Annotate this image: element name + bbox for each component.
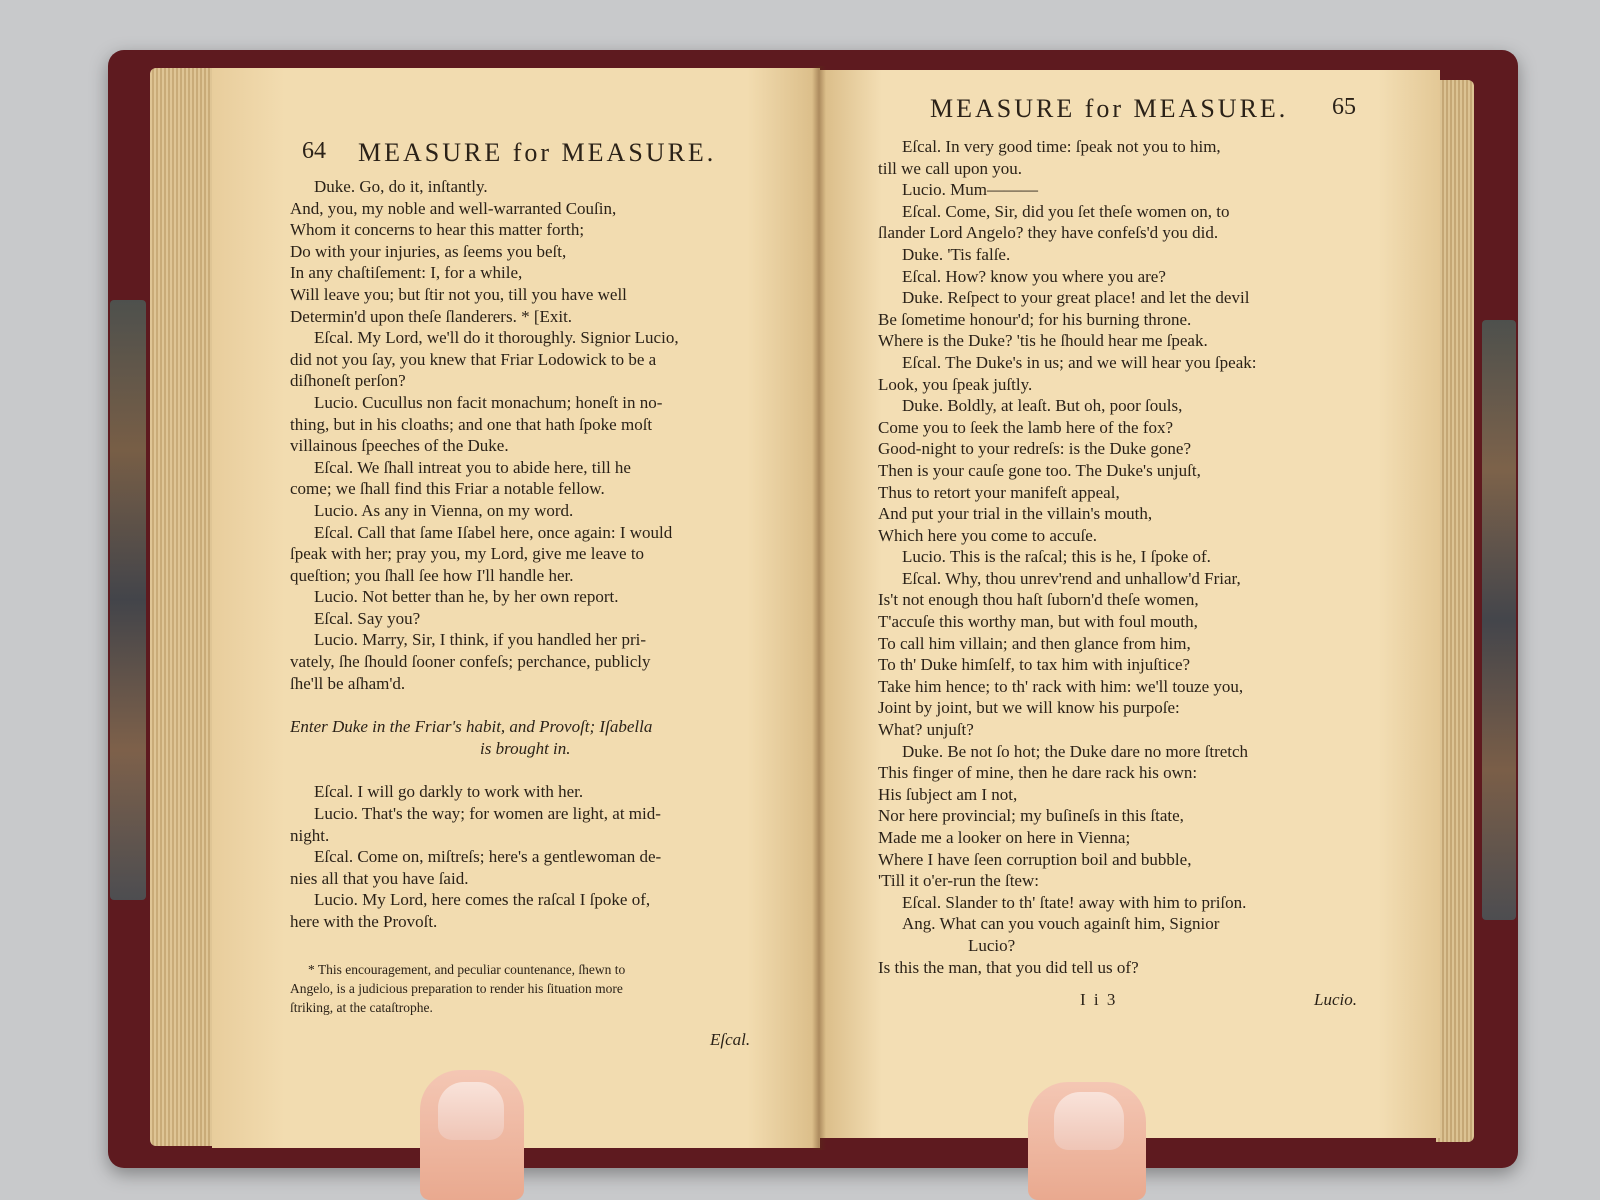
- text-line: Where is the Duke? 'tis he ſhould hear me ſpeak.: [878, 331, 1208, 351]
- text-line: Lucio?: [968, 935, 1016, 955]
- text-line: night.: [290, 825, 330, 845]
- text-line: To th' Duke himſelf, to tax him with injuſtice?: [878, 655, 1191, 675]
- text-line: Ang. What can you vouch againſt him, Signior: [902, 914, 1220, 934]
- running-head: MEASURE for MEASURE.: [930, 94, 1289, 123]
- text-line: Will leave you; but ſtir not you, till you have well: [290, 284, 627, 304]
- text-line: Lucio. That's the way; for women are light, at mid-: [314, 804, 661, 824]
- text-line: And put your trial in the villain's mouth,: [878, 504, 1153, 524]
- text-line: Good-night to your redreſs: is the Duke gone?: [878, 439, 1192, 459]
- text-line: ſpeak with her; pray you, my Lord, give me leave to: [290, 544, 645, 564]
- text-line: Made me a looker on here in Vienna;: [878, 828, 1131, 847]
- text-line: Lucio. Cucullus non facit monachum; honeſt in no-: [314, 392, 663, 412]
- text-line: Come you to ſeek the lamb here of the fox?: [878, 417, 1174, 437]
- text-line: Is this the man, that you did tell us of?: [878, 957, 1139, 977]
- footnote-line: * This encouragement, and peculiar countenance, ſhewn to: [308, 962, 626, 977]
- text-line: Eſcal. I will go darkly to work with her.: [314, 782, 584, 802]
- text-line: Determin'd upon theſe ſlanderers. * [Exit.: [290, 306, 573, 326]
- text-line: Eſcal. How? know you where you are?: [902, 266, 1166, 286]
- text-line: Duke. Boldly, at leaſt. But oh, poor ſouls,: [902, 396, 1183, 416]
- text-line: T'accuſe this worthy man, but with foul mouth,: [878, 612, 1198, 632]
- catchword: Lucio.: [1314, 990, 1357, 1009]
- text-line: Eſcal. We ſhall intreat you to abide here, till he: [314, 457, 631, 477]
- running-head: MEASURE for MEASURE.: [358, 138, 717, 167]
- text-line: What? unjuſt?: [878, 720, 974, 740]
- stage-direction: Enter Duke in the Friar's habit, and Provoſt; Iſabella: [290, 717, 653, 737]
- text-line: Joint by joint, but we will know his purpoſe:: [878, 698, 1180, 718]
- text-line: Eſcal. Slander to th' ſtate! away with him to priſon.: [902, 892, 1247, 912]
- text-line: Duke. Reſpect to your great place! and let the devil: [902, 288, 1250, 308]
- text-line: This finger of mine, then he dare rack his own:: [878, 763, 1198, 783]
- right-thumbnail: [1054, 1092, 1124, 1150]
- text-line: Thus to retort your manifeſt appeal,: [878, 482, 1120, 502]
- text-line: 'Till it o'er-run the ſtew:: [878, 871, 1039, 891]
- text-line: ſhe'll be aſham'd.: [290, 673, 406, 693]
- marbled-board-left: [110, 300, 146, 900]
- text-line: In any chaſtiſement: I, for a while,: [290, 263, 523, 283]
- book-gutter: [812, 66, 826, 1150]
- text-line: Do with your injuries, as ſeems you beſt,: [290, 241, 567, 261]
- left-thumbnail: [438, 1082, 504, 1140]
- page-number: 65: [1332, 94, 1356, 120]
- text-line: here with the Provoſt.: [290, 912, 438, 931]
- text-line: Eſcal. Say you?: [314, 608, 421, 628]
- text-line: Lucio. My Lord, here comes the raſcal I ſpoke of,: [314, 890, 651, 910]
- text-line: Is't not enough thou haſt ſuborn'd theſe women,: [878, 590, 1199, 610]
- text-line: Whom it concerns to hear this matter forth;: [290, 220, 585, 240]
- signature-mark: I i 3: [1080, 990, 1118, 1009]
- text-line: Duke. Go, do it, inſtantly.: [314, 177, 488, 196]
- text-line: Eſcal. Come, Sir, did you ſet theſe women on, to: [902, 201, 1230, 221]
- text-line: Eſcal. The Duke's in us; and we will hear you ſpeak:: [902, 352, 1257, 372]
- text-line: Then is your cauſe gone too. The Duke's unjuſt,: [878, 460, 1201, 480]
- page-block-right: [1436, 80, 1474, 1142]
- text-line: come; we ſhall find this Friar a notable fellow.: [290, 479, 605, 499]
- text-line: Lucio. Mum———: [902, 180, 1038, 200]
- text-line: Lucio. This is the raſcal; this is he, I ſpoke of.: [902, 547, 1211, 567]
- footnote-line: ſtriking, at the cataſtrophe.: [290, 1000, 433, 1015]
- right-text-block: [878, 136, 1256, 978]
- text-line: Be ſometime honour'd; for his burning throne.: [878, 309, 1192, 329]
- text-line: Which here you come to accuſe.: [878, 525, 1098, 545]
- marbled-board-right: [1482, 320, 1516, 920]
- text-line: Look, you ſpeak juſtly.: [878, 374, 1033, 394]
- catchword: Eſcal.: [710, 1030, 751, 1049]
- text-line: Take him hence; to th' rack with him: we'll touze you,: [878, 676, 1244, 696]
- text-line: Eſcal. Come on, miſtreſs; here's a gentlewoman de-: [314, 847, 662, 867]
- text-line: till we call upon you.: [878, 158, 1023, 178]
- text-line: Eſcal. Call that ſame Iſabel here, once again: I would: [314, 522, 673, 542]
- text-line: Eſcal. My Lord, we'll do it thoroughly. Signior Lucio,: [314, 328, 679, 348]
- text-line: Duke. 'Tis falſe.: [902, 244, 1011, 264]
- text-line: queſtion; you ſhall ſee how I'll handle her.: [290, 565, 574, 585]
- text-line: nies all that you have ſaid.: [290, 868, 469, 888]
- text-line: To call him villain; and then glance from him,: [878, 633, 1191, 653]
- page-number: 64: [302, 138, 326, 164]
- footnote-line: Angelo, is a judicious preparation to render his ſituation more: [290, 981, 623, 996]
- text-line: Where I have ſeen corruption boil and bubble,: [878, 849, 1192, 869]
- left-text-block: [290, 176, 679, 933]
- text-line: Eſcal. Why, thou unrev'rend and unhallow'd Friar,: [902, 568, 1241, 588]
- text-line: Lucio. Marry, Sir, I think, if you handled her pri-: [314, 630, 646, 650]
- text-line: Lucio. Not better than he, by her own report.: [314, 587, 619, 607]
- right-page: [820, 70, 1440, 1138]
- text-line: ſlander Lord Angelo? they have confeſs'd you did.: [878, 223, 1219, 243]
- text-line: Lucio. As any in Vienna, on my word.: [314, 500, 574, 520]
- text-line: Duke. Be not ſo hot; the Duke dare no more ſtretch: [902, 741, 1249, 761]
- text-line: Eſcal. In very good time: ſpeak not you to him,: [902, 137, 1221, 156]
- text-line: did not you ſay, you knew that Friar Lodowick to be a: [290, 349, 657, 369]
- text-line: thing, but in his cloaths; and one that hath ſpoke moſt: [290, 414, 653, 434]
- text-line: villainous ſpeeches of the Duke.: [290, 436, 509, 456]
- footnote: [290, 960, 625, 1017]
- text-line: vately, ſhe ſhould ſooner confeſs; perchance, publicly: [290, 652, 651, 672]
- text-line: Nor here provincial; my buſineſs in this ſtate,: [878, 806, 1184, 826]
- stage-direction: is brought in.: [480, 738, 571, 758]
- text-line: And, you, my noble and well-warranted Couſin,: [290, 198, 617, 218]
- text-line: His ſubject am I not,: [878, 784, 1018, 804]
- left-page: [212, 68, 820, 1148]
- text-line: diſhoneſt perſon?: [290, 371, 406, 391]
